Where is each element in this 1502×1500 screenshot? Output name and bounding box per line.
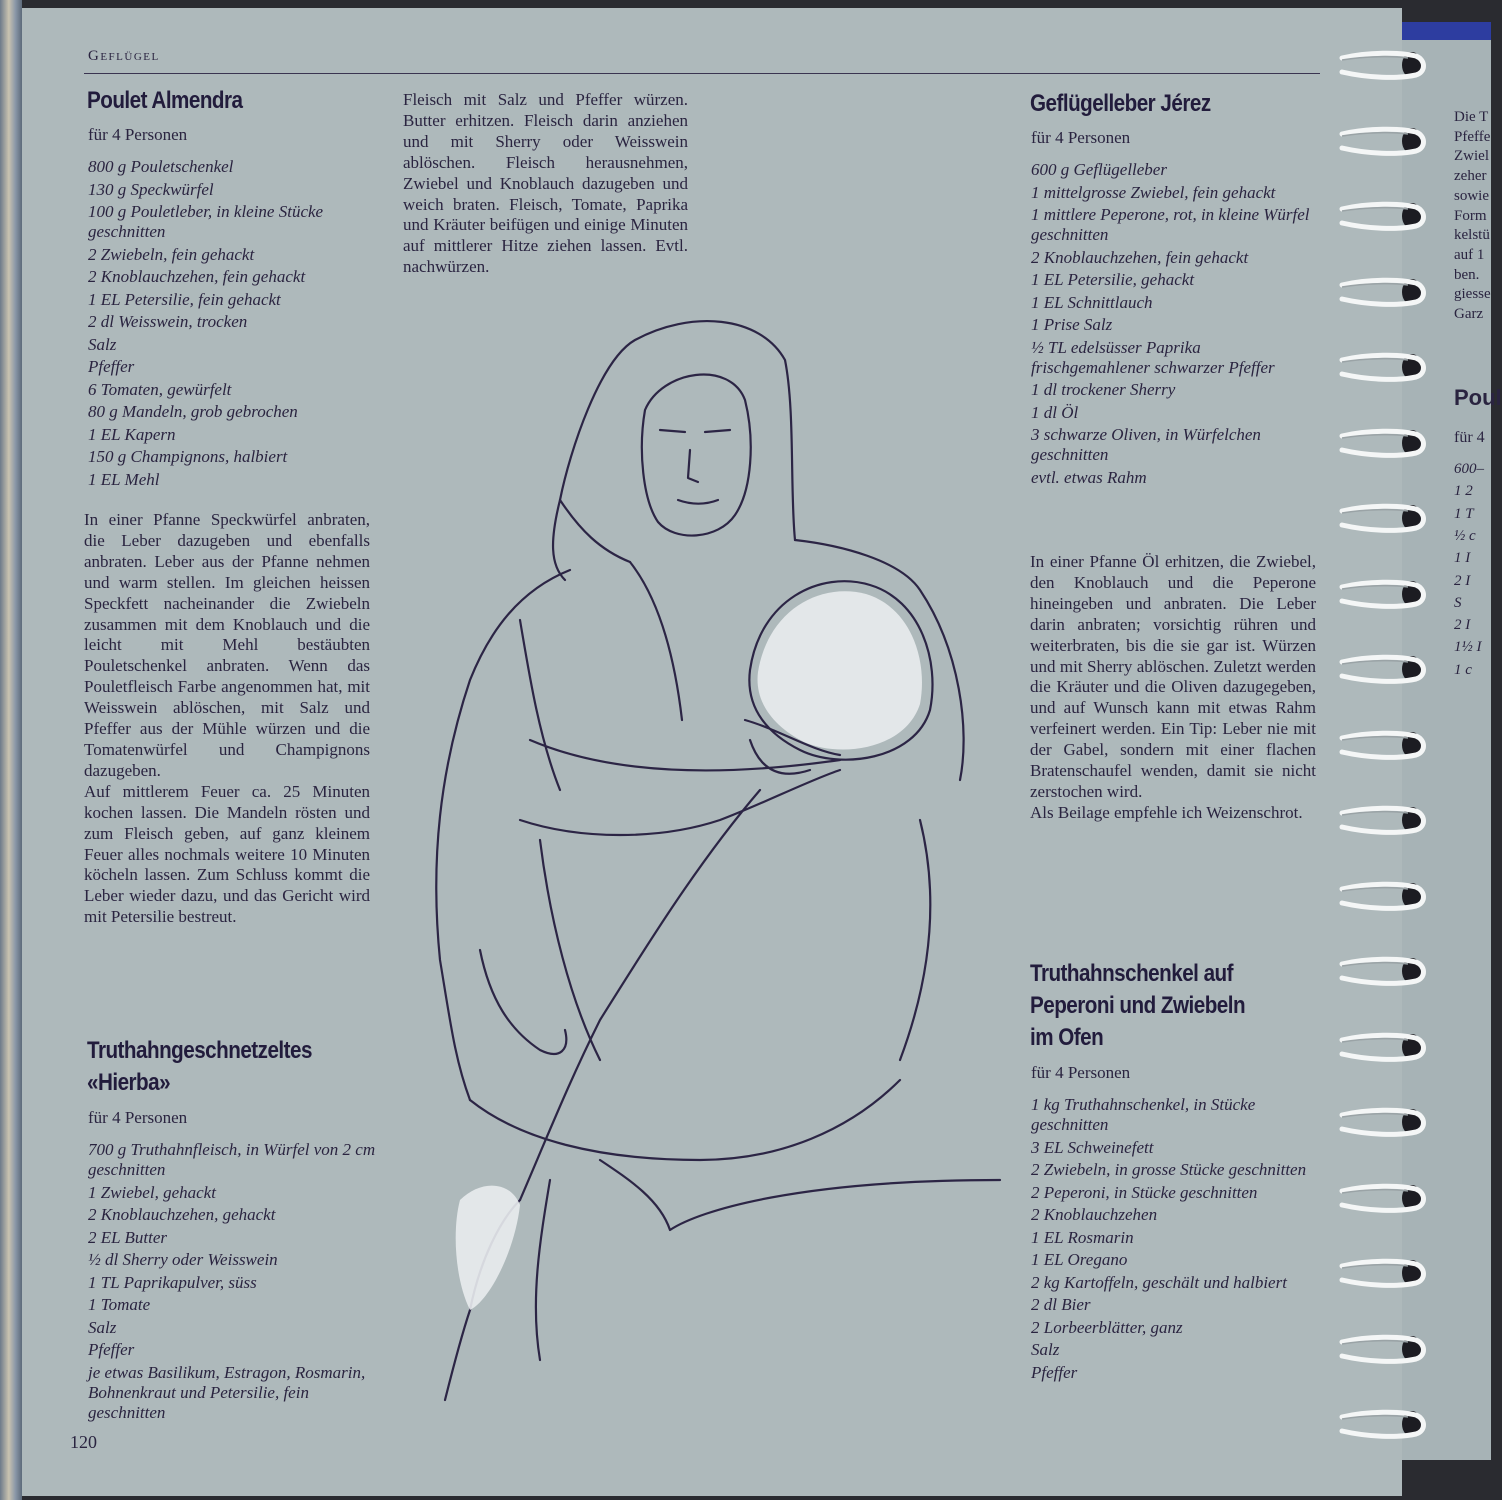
- method-paragraph: Als Beilage empfehle ich Weizenschrot.: [1030, 802, 1303, 822]
- recipe-title-gefluegelleber: Geflügelleber Jérez: [1030, 90, 1211, 117]
- ingredient-item: 1 EL Petersilie, fein gehackt: [88, 289, 281, 309]
- section-header: Geflügel: [88, 48, 160, 64]
- ingredient-item: 2 dl Bier: [1031, 1295, 1091, 1314]
- next-page-ingredient-line: 1 c: [1454, 661, 1472, 678]
- servings-poulet: für 4 Personen: [88, 125, 188, 144]
- ingredient-item: 1 Tomate: [88, 1295, 151, 1314]
- next-page-line: Garz: [1454, 306, 1484, 322]
- binding-coil: [1338, 199, 1424, 233]
- next-page-ingredient-line: ½ c: [1454, 527, 1476, 544]
- ingredient-item: 2 Knoblauchzehen: [1031, 1205, 1158, 1224]
- ingredient-item: Pfeffer: [88, 357, 135, 376]
- next-page-ingredient-line: S: [1454, 594, 1462, 611]
- ingredient-item: 2 EL Butter: [88, 1227, 168, 1247]
- binding-coil: [1338, 803, 1424, 837]
- next-page-line: giesse: [1454, 286, 1491, 303]
- next-page-line: Die T: [1454, 109, 1489, 125]
- ingredient-item: 2 kg Kartoffeln, geschält und halbiert: [1031, 1272, 1287, 1292]
- binding-coil: [1338, 879, 1424, 913]
- next-page-ingredient-line: 2 I: [1454, 617, 1471, 634]
- binding-coil: [1338, 1105, 1424, 1139]
- next-page-line: auf 1: [1454, 246, 1485, 263]
- binding-coil: [1338, 501, 1424, 535]
- binding-coil: [1338, 1407, 1424, 1441]
- next-page-ingredient-line: 2 I: [1454, 572, 1471, 589]
- ingredient-item: 1 EL Mehl: [88, 469, 160, 489]
- binding-coil: [1338, 350, 1424, 384]
- ingredient-list-gefluegelleber: [1031, 160, 1321, 490]
- ingredient-item: Salz: [1031, 1340, 1060, 1359]
- recipe-title-truthahngeschnetzeltes: [87, 1035, 312, 1099]
- page-number: 120: [70, 1432, 97, 1452]
- ingredient-item: 1 dl Öl: [1031, 402, 1079, 422]
- next-page-servings: für 4: [1454, 429, 1485, 446]
- next-page-line: kelstü: [1454, 227, 1490, 244]
- ingredient-item: 1 EL Petersilie, gehackt: [1031, 270, 1195, 289]
- ingredient-item: 150 g Champignons, halbiert: [88, 447, 288, 466]
- method-poulet: [84, 510, 370, 928]
- servings-truthahnschenkel: für 4 Personen: [1031, 1063, 1131, 1082]
- next-page-line: Zwiel: [1454, 148, 1489, 165]
- ingredient-item: 2 Zwiebeln, fein gehackt: [88, 244, 255, 264]
- ingredient-item: 2 Peperoni, in Stücke geschnitten: [1031, 1182, 1258, 1202]
- ingredient-item: 100 g Pouletleber, in kleine Stücke geschnitten: [88, 202, 324, 241]
- ingredient-item: ½ TL edelsüsser Paprika frischgemahlener schwarzer Pfeffer: [1031, 337, 1275, 377]
- next-page-line: Pfeffe: [1454, 128, 1491, 145]
- ingredient-item: 2 Lorbeerblätter, ganz: [1031, 1317, 1183, 1337]
- ingredient-item: 2 Knoblauchzehen, fein gehackt: [88, 267, 306, 286]
- ingredient-item: 1 EL Oregano: [1031, 1250, 1128, 1269]
- binding-coil: [1338, 426, 1424, 460]
- next-page-heading: Poul: [1454, 385, 1502, 410]
- servings-truthahn-hierba: für 4 Personen: [88, 1108, 188, 1127]
- method-paragraph: In einer Pfanne Öl erhitzen, die Zwiebel, den Knoblauch und die Peperone hineingeben und anbraten. Die Leber darin anbraten; vorsichtig rühren und weiterbraten, bis die sie gar ist. Würzen und mit Sherry ablöschen. Zuletzt werden die Kräuter und die Oliven dazugegeben, und auf Wunsch kann mit etwas Rahm verfeinert werden. Ein Tip: Leber nie mit der Gabel, sondern mit einer flachen Bratenschaufel wenden, damit sie nicht zerstochen wird.: [1030, 552, 1316, 801]
- header-rule: [84, 73, 1320, 74]
- binding-coil: [1338, 1332, 1424, 1366]
- method-paragraph: In einer Pfanne Speckwürfel anbraten, die Leber dazugeben und ebenfalls anbraten. Leber aus der Pfanne nehmen und warm stellen. Im gleichen heissen Speckfett nacheinander die Zwiebeln zusammen mit dem Knoblauch und die leicht mit Mehl bestäubten Pouletschenkel anbraten. Wenn das Pouletfleisch Farbe angenommen hat, mit Weisswein ablöschen, mit Salz und Pfeffer aus der Mühle würzen und die Tomatenwürfel und Champignons dazugeben.: [84, 510, 370, 780]
- ingredient-item: 1 mittlere Peperone, rot, in kleine Würfel geschnitten: [1031, 205, 1310, 244]
- ingredient-item: 6 Tomaten, gewürfelt: [88, 379, 232, 399]
- next-page-line: sowie: [1454, 187, 1489, 204]
- ingredient-item: 1 dl trockener Sherry: [1031, 380, 1176, 399]
- ingredient-item: 1 TL Paprikapulver, süss: [88, 1272, 257, 1292]
- ingredient-item: Salz: [88, 1317, 117, 1337]
- next-page-line: ben.: [1454, 266, 1480, 283]
- next-page-ingredient-line: 1 I: [1454, 550, 1471, 567]
- ingredient-item: 2 Knoblauchzehen, gehackt: [88, 1205, 276, 1224]
- binding-coil: [1338, 1030, 1424, 1064]
- ingredient-item: 80 g Mandeln, grob gebrochen: [88, 402, 298, 421]
- ingredient-list-truthahn-hierba: [88, 1140, 378, 1425]
- next-page-line: Form: [1454, 207, 1487, 224]
- ingredient-item: Salz: [88, 334, 117, 354]
- next-page-blue-edge: [1402, 22, 1491, 42]
- ingredient-item: 1 kg Truthahnschenkel, in Stücke geschnitten: [1031, 1095, 1256, 1134]
- ingredient-item: 2 Zwiebeln, in grosse Stücke geschnitten: [1031, 1160, 1307, 1179]
- ingredient-item: 1 EL Schnittlauch: [1031, 292, 1153, 312]
- method-truthahn-hierba: Fleisch mit Salz und Pfeffer würzen. Butter erhitzen. Fleisch darin anziehen und mit Sherry oder Weisswein ablöschen. Fleisch herausnehmen, Zwiebel und Knoblauch dazugeben und weich braten. Fleisch, Tomate, Paprika und Kräuter beifügen und einige Minuten auf mittlerer Hitze ziehen lassen. Evtl. nachwürzen.: [403, 90, 688, 277]
- next-page-ingredient-line: 1 2: [1454, 483, 1473, 500]
- binding-coil: [1338, 577, 1424, 611]
- next-page-ingredient-line: 1½ I: [1454, 639, 1482, 656]
- next-page-ingredient-line: 600–: [1454, 461, 1484, 477]
- method-gefluegelleber: [1030, 552, 1316, 824]
- recipe-title-truthahnschenkel: [1030, 958, 1245, 1054]
- ingredient-item: 3 schwarze Oliven, in Würfelchen geschnitten: [1031, 425, 1261, 464]
- servings-gefluegelleber: für 4 Personen: [1031, 128, 1131, 147]
- recipe-title-poulet-almendra: Poulet Almendra: [87, 87, 243, 114]
- ingredient-item: Pfeffer: [88, 1340, 135, 1359]
- ingredient-item: evtl. etwas Rahm: [1031, 467, 1147, 487]
- ingredient-item: 130 g Speckwürfel: [88, 179, 214, 199]
- ingredient-item: 1 EL Kapern: [88, 424, 176, 444]
- book-spine-edge: [0, 0, 22, 1500]
- ingredient-item: 2 dl Weisswein, trocken: [88, 312, 248, 331]
- ingredient-item: 2 Knoblauchzehen, fein gehackt: [1031, 247, 1249, 267]
- binding-coil: [1338, 48, 1424, 82]
- ingredient-item: je etwas Basilikum, Estragon, Rosmarin, Bohnenkraut und Petersilie, fein geschnitten: [88, 1362, 366, 1422]
- title-line-1: Truthahnschenkel auf: [1030, 960, 1234, 987]
- ingredient-item: 3 EL Schweinefett: [1031, 1137, 1154, 1157]
- ingredient-item: ½ dl Sherry oder Weisswein: [88, 1250, 278, 1269]
- ingredient-list-poulet: [88, 157, 388, 492]
- ingredient-list-truthahnschenkel: [1031, 1095, 1321, 1385]
- ingredient-item: 1 Zwiebel, gehackt: [88, 1182, 216, 1202]
- binding-coil: [1338, 124, 1424, 158]
- woman-spinning-illustration: [400, 300, 1020, 1440]
- title-line-3: im Ofen: [1030, 1024, 1104, 1051]
- title-line-2: «Hierba»: [87, 1069, 171, 1096]
- title-line-1: Truthahngeschnetzeltes: [87, 1037, 312, 1064]
- binding-coil: [1338, 652, 1424, 686]
- next-page-ingredient-line: 1 T: [1454, 505, 1474, 522]
- method-paragraph: Auf mittlerem Feuer ca. 25 Minuten kochen lassen. Die Mandeln rösten und zum Fleisch geben, auf ganz kleinem Feuer alles nochmals weitere 10 Minuten köcheln lassen. Zum Schluss kommt die Leber wieder dazu, und das Gericht wird mit Petersilie bestreut.: [84, 781, 370, 927]
- ingredient-item: 1 EL Rosmarin: [1031, 1227, 1134, 1247]
- next-page-line: zeher: [1454, 168, 1487, 185]
- title-line-2: Peperoni und Zwiebeln: [1030, 992, 1246, 1019]
- ingredient-item: 1 Prise Salz: [1031, 315, 1113, 334]
- binding-coil: [1338, 1181, 1424, 1215]
- binding-coil: [1338, 728, 1424, 762]
- ingredient-item: 1 mittelgrosse Zwiebel, fein gehackt: [1031, 182, 1276, 202]
- binding-coil: [1338, 275, 1424, 309]
- ingredient-item: 700 g Truthahnfleisch, in Würfel von 2 cm geschnitten: [88, 1140, 376, 1179]
- binding-coil: [1338, 1256, 1424, 1290]
- ingredient-item: 600 g Geflügelleber: [1031, 160, 1167, 179]
- binding-coil: [1338, 954, 1424, 988]
- ingredient-item: 800 g Pouletschenkel: [88, 157, 234, 176]
- ingredient-item: Pfeffer: [1031, 1362, 1078, 1382]
